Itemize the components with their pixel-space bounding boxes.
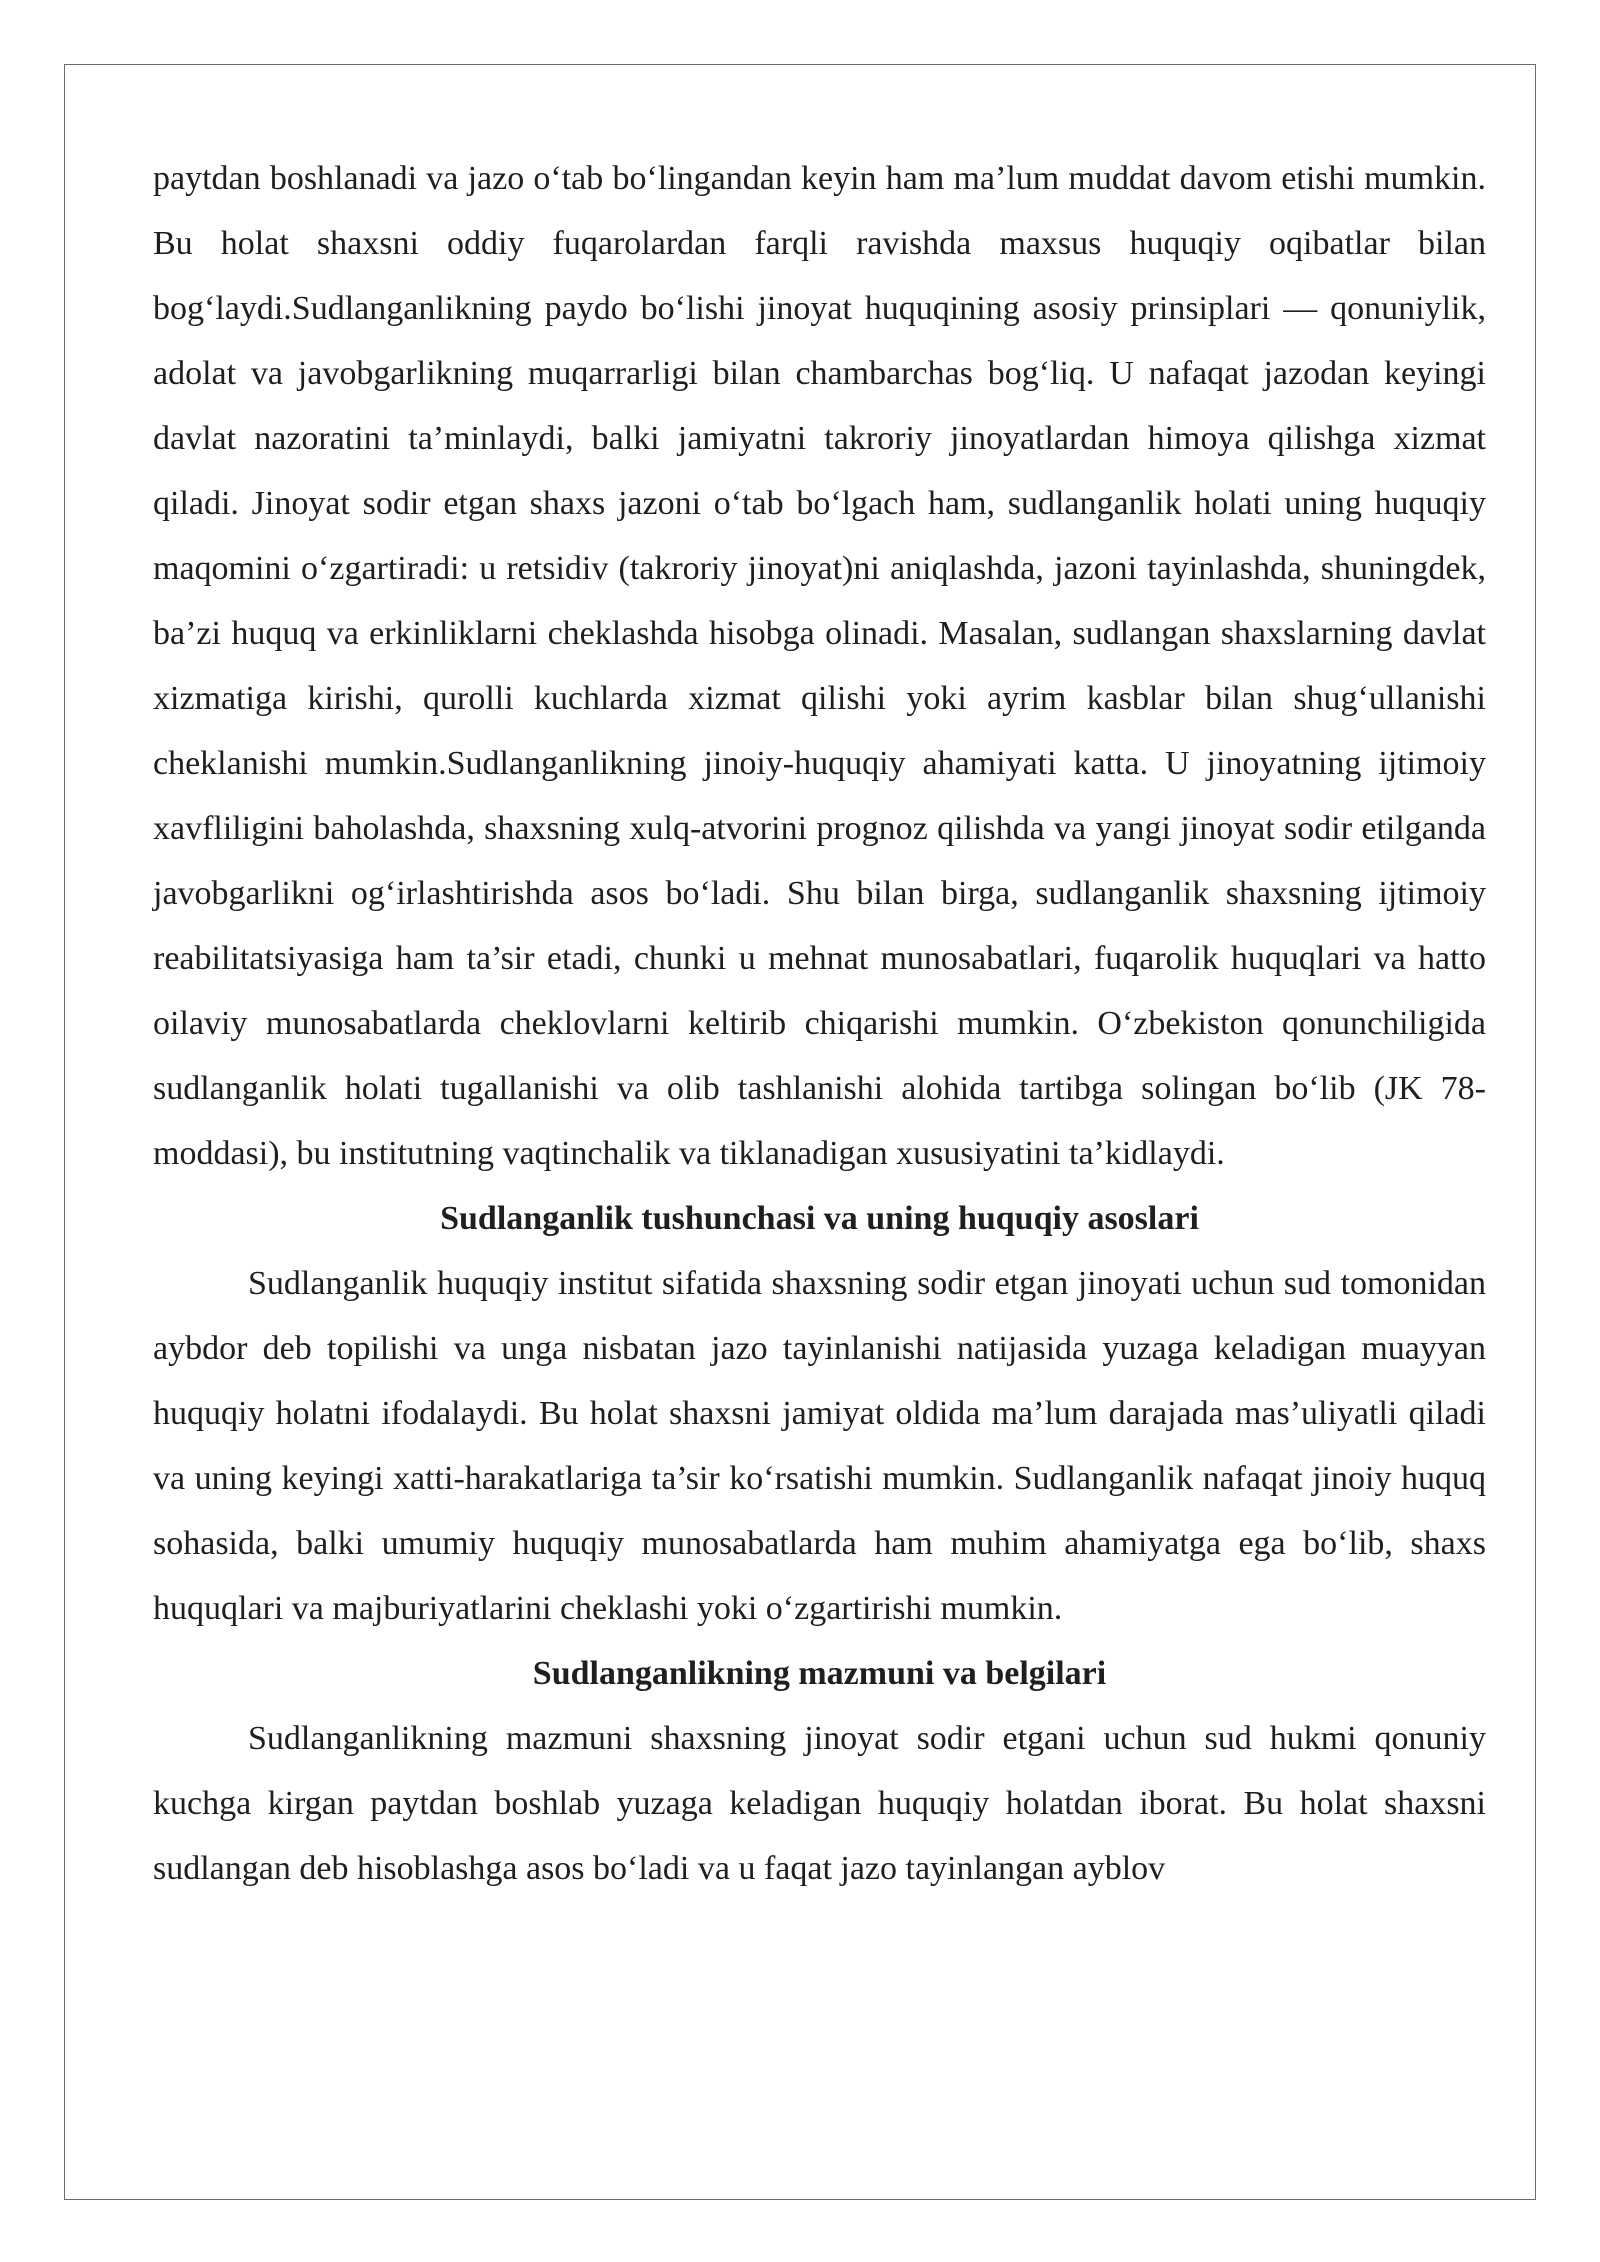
- document-body: [153, 146, 1486, 1901]
- section-heading: Sudlanganlikning mazmuni va belgilari: [532, 1655, 1107, 1692]
- body-paragraph: Sudlanganlik huquqiy institut sifatida shaxsning sodir etgan jinoyati uchun sud tomonidan aybdor deb topilishi va unga nisbatan jazo tayinlanishi natijasida yuzaga keladigan muayyan huquqiy holatni ifodalaydi. Bu holat shaxsni jamiyat oldida ma’lum darajada mas’uliyatli qiladi va uning keyingi xatti-harakatlariga ta’sir ko‘rsatishi mumkin. Sudlanganlik nafaqat jinoiy huquq sohasida, balki umumiy huquqiy munosabatlarda ham muhim ahamiyatga ega bo‘lib, shaxs huquqlari va majburiyatlarini cheklashi yoki o‘zgartirishi mumkin.: [153, 1265, 1486, 1627]
- body-paragraph: Sudlanganlikning mazmuni shaxsning jinoyat sodir etgani uchun sud hukmi qonuniy kuchga kirgan paytdan boshlab yuzaga keladigan huquqiy holatdan iborat. Bu holat shaxsni sudlangan deb hisoblashga asos bo‘ladi va u faqat jazo tayinlangan ayblov: [153, 1720, 1486, 1887]
- body-paragraph: paytdan boshlanadi va jazo o‘tab bo‘lingandan keyin ham ma’lum muddat davom etishi mumkin. Bu holat shaxsni oddiy fuqarolardan farqli ravishda maxsus huquqiy oqibatlar bilan bog‘laydi.Sudlanganlikning paydo bo‘lishi jinoyat huquqining asosiy prinsiplari — qonuniylik, adolat va javobgarlikning muqarrarligi bilan chambarchas bog‘liq. U nafaqat jazodan keyingi davlat nazoratini ta’minlaydi, balki jamiyatni takroriy jinoyatlardan himoya qilishga xizmat qiladi. Jinoyat sodir etgan shaxs jazoni o‘tab bo‘lgach ham, sudlanganlik holati uning huquqiy maqomini o‘zgartiradi: u retsidiv (takroriy jinoyat)ni aniqlashda, jazoni tayinlashda, shuningdek, ba’zi huquq va erkinliklarni cheklashda hisobga olinadi. Masalan, sudlangan shaxslarning davlat xizmatiga kirishi, qurolli kuchlarda xizmat qilishi yoki ayrim kasblar bilan shug‘ullanishi cheklanishi mumkin.Sudlanganlikning jinoiy-huquqiy ahamiyati katta. U jinoyatning ijtimoiy xavfliligini baholashda, shaxsning xulq-atvorini prognoz qilishda va yangi jinoyat sodir etilganda javobgarlikni og‘irlashtirishda asos bo‘ladi. Shu bilan birga, sudlanganlik shaxsning ijtimoiy reabilitatsiyasiga ham ta’sir etadi, chunki u mehnat munosabatlari, fuqarolik huquqlari va hatto oilaviy munosabatlarda cheklovlarni keltirib chiqarishi mumkin. O‘zbekiston qonunchiligida sudlanganlik holati tugallanishi va olib tashlanishi alohida tartibga solingan bo‘lib (JK 78-moddasi), bu institutning vaqtinchalik va tiklanadigan xususiyatini ta’kidlaydi.: [153, 160, 1486, 1172]
- section-heading: Sudlanganlik tushunchasi va uning huquqiy asoslari: [440, 1200, 1199, 1237]
